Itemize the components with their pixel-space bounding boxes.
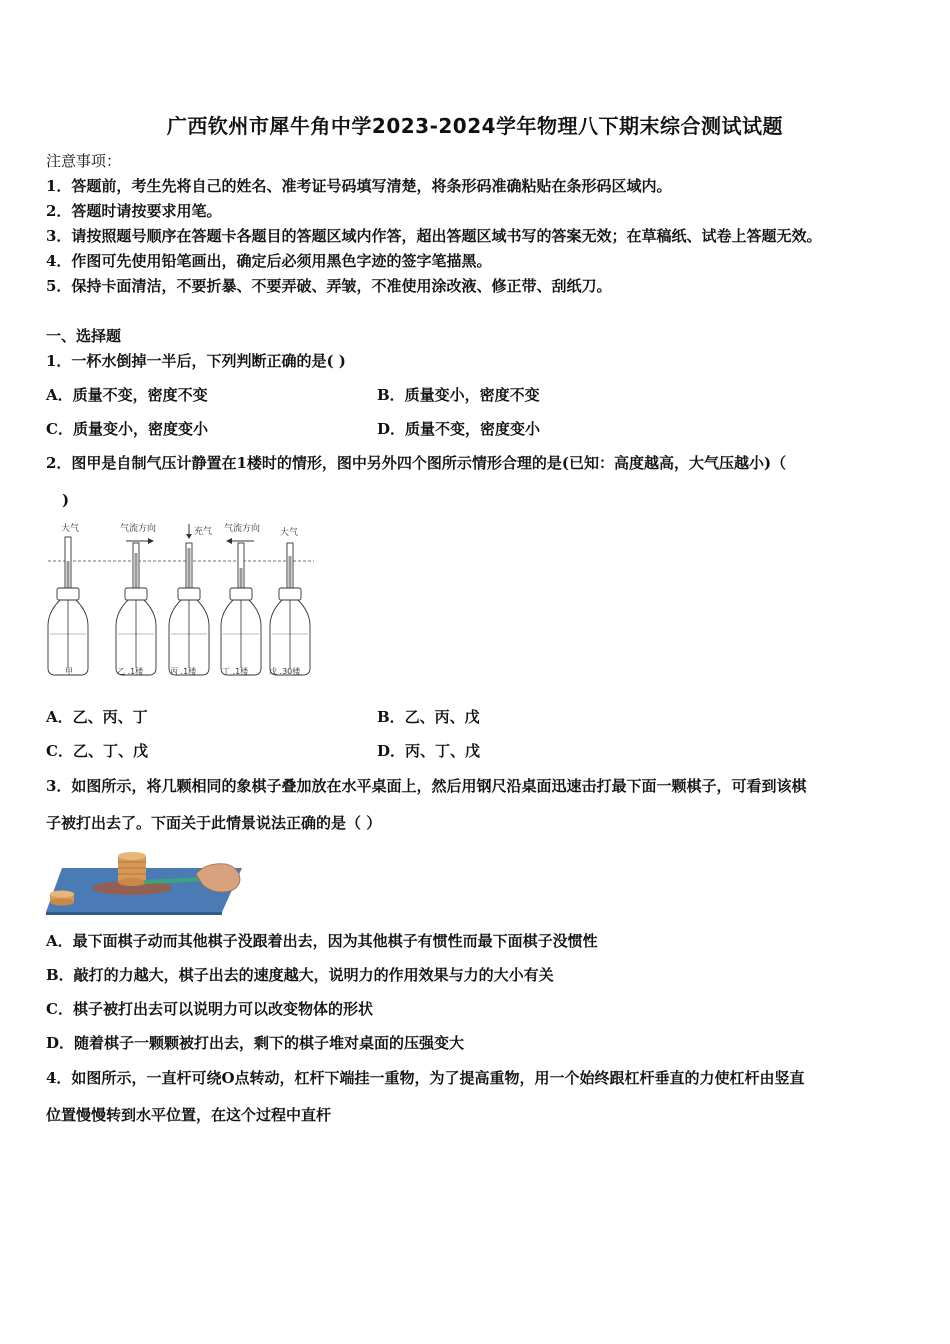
fig-bottom-label-3: 丙 .1楼 [170,667,197,676]
q2-option-d: D．丙、丁、戊 [377,742,481,760]
inflate-arrow [186,524,192,539]
q3-option-d: D．随着棋子一颗颗被打出去，剩下的棋子堆对桌面的压强变大 [46,1034,465,1052]
q4-stem-line-1: 4．如图所示，一直杆可绕O点转动，杠杆下端挂一重物，为了提高重物，用一个始终跟杠杆垂直的力使杠杆由竖直 [46,1069,805,1087]
fig-top-label-4: 气流方向 [224,524,261,534]
q1-option-a: A．质量不变，密度不变 [46,386,208,404]
bottle-bing [169,543,209,675]
note-item-4: 4．作图可先使用铅笔画出，确定后必须用黑色字迹的签字笔描黑。 [46,252,492,270]
bottle-yi [116,543,156,675]
fig-bottom-label-1: 甲 [65,667,73,676]
chess-piece-stack [118,852,146,886]
q3-option-c: C．棋子被打出去可以说明力可以改变物体的形状 [46,1000,373,1018]
q3-option-b: B．敲打的力越大，棋子出去的速度越大，说明力的作用效果与力的大小有关 [46,966,554,984]
q3-option-a: A．最下面棋子动而其他棋子没跟着出去，因为其他棋子有惯性而最下面棋子没惯性 [46,932,598,950]
bottle-jia [48,537,88,675]
q2-stem: 2．图甲是自制气压计静置在1楼时的情形，图中另外四个图所示情形合理的是(已知：高度越高，大气压越小)（ [46,454,787,472]
page-title: 广西钦州市犀牛角中学2023-2024学年物理八下期末综合测试试题 [166,114,784,138]
q2-option-b: B．乙、丙、戊 [377,708,480,726]
note-item-3: 3．请按照题号顺序在答题卡各题目的答题区域内作答，超出答题区域书写的答案无效；在草稿纸、试卷上答题无效。 [46,227,822,245]
q1-option-d: D．质量不变，密度变小 [377,420,541,438]
bottle-ding [221,543,261,675]
q1-option-b: B．质量变小，密度不变 [377,386,540,404]
struck-chess-piece [50,891,74,906]
q2-option-c: C．乙、丁、戊 [46,742,148,760]
notes-heading: 注意事项： [46,152,122,170]
fig-top-label-2: 气流方向 [120,524,157,534]
q3-stem-line-1: 3．如图所示，将几颗相同的象棋子叠加放在水平桌面上，然后用钢尺沿桌面迅速击打最下面一颗棋子，可看到该棋 [46,777,807,795]
section-heading: 一、选择题 [46,327,122,345]
fig-top-label-3: 充气 [194,527,213,537]
fig-bottom-label-5: 戊 .30楼 [269,667,301,676]
barometer-figure [44,518,319,683]
bottle-wu [270,543,310,675]
q2-option-a: A．乙、丙、丁 [46,708,148,726]
note-item-2: 2．答题时请按要求用笔。 [46,202,222,220]
note-item-1: 1．答题前，考生先将自己的姓名、准考证号码填写清楚，将条形码准确粘贴在条形码区域内。 [46,177,672,195]
q1-option-c: C．质量变小，密度变小 [46,420,208,438]
q2-stem-cont: ) [62,491,70,509]
chess-stack-figure [46,846,242,918]
fig-bottom-label-4: 丁 .1楼 [222,667,249,676]
fig-top-label-1: 大气 [61,524,80,534]
q3-stem-line-2: 子被打出去了。下面关于此情景说法正确的是（ ） [46,814,382,832]
airflow-arrow-2 [126,538,154,544]
fig-top-label-5: 大气 [280,528,299,538]
fig-bottom-label-2: 乙 .1楼 [117,667,144,676]
q4-stem-line-2: 位置慢慢转到水平位置，在这个过程中直杆 [46,1106,332,1124]
q1-stem: 1．一杯水倒掉一半后，下列判断正确的是( ) [46,352,346,370]
note-item-5: 5．保持卡面清洁，不要折暴、不要弄破、弄皱，不准使用涂改液、修正带、刮纸刀。 [46,277,612,295]
